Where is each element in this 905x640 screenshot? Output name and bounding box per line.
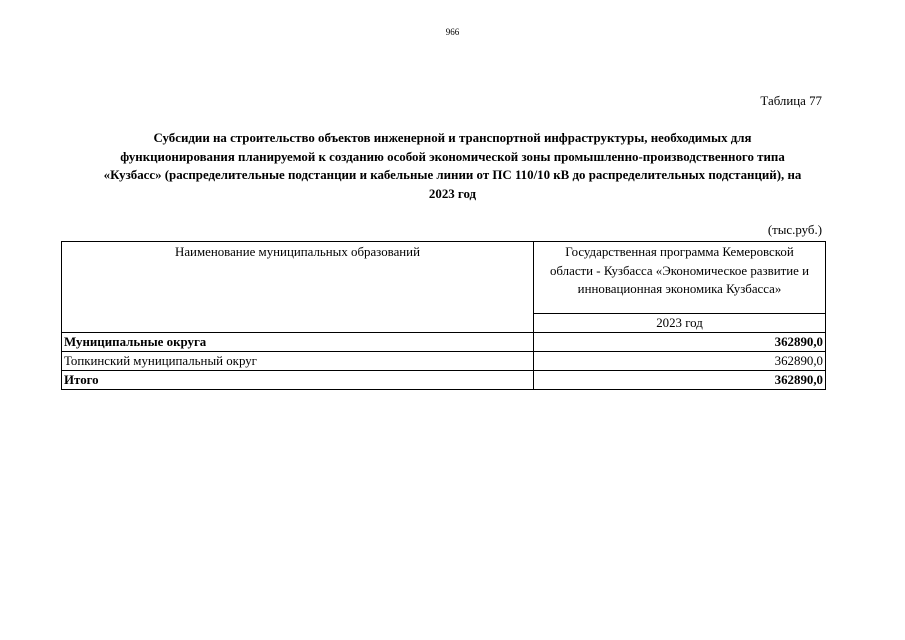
program-header-line: области - Кузбасса «Экономическое развитие и [549,263,809,278]
column-header-year: 2023 год [534,314,826,333]
title-line: 2023 год [428,186,477,201]
row-name: Топкинский муниципальный округ [62,352,534,371]
table-row-total [62,371,826,390]
table-title [20,129,885,203]
column-header-municipality: Наименование муниципальных образований [62,242,534,333]
row-value: 362890,0 [534,371,826,390]
row-value: 362890,0 [534,333,826,352]
program-header-line: инновационная экономика Кузбасса» [577,282,782,296]
table-header-row [62,242,826,314]
row-value: 362890,0 [534,352,826,371]
row-name: Муниципальные округа [62,333,534,352]
row-name: Итого [62,371,534,390]
program-header-line: Государственная программа Кемеровской [565,245,794,259]
title-line: «Кузбасс» (распределительные подстанции и кабельные линии от ПС 110/10 кВ до распределительных подстанций), на [103,168,802,182]
title-line: функционирования планируемой к созданию особой экономической зоны промышленно-производственного типа [120,149,785,164]
table-row-group [62,333,826,352]
table-label: Таблица 77 [760,94,822,108]
title-line: Субсидии на строительство объектов инженерной и транспортной инфраструктуры, необходимых для [153,131,752,145]
table-row [62,352,826,371]
column-header-program [534,242,826,314]
units-note: (тыс.руб.) [767,223,822,237]
page-number: 966 [445,27,460,37]
subsidy-table [61,241,826,390]
